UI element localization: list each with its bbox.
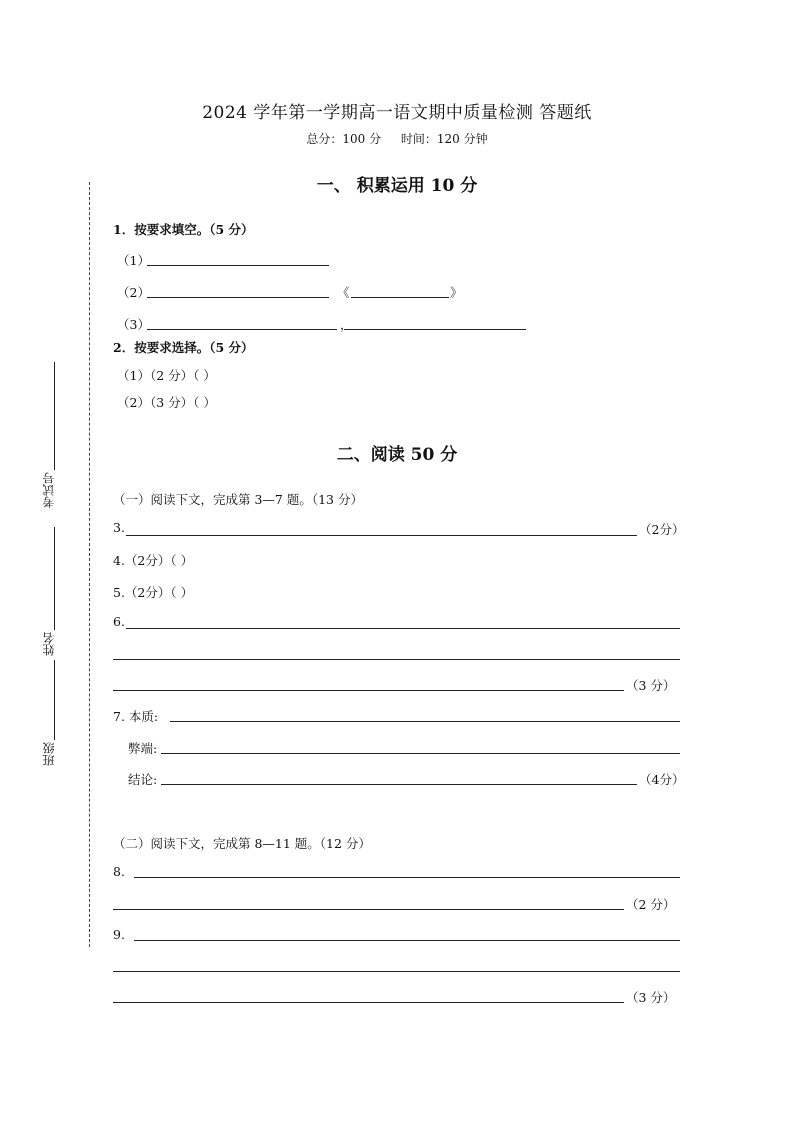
- q8-answer-line-1[interactable]: [134, 877, 680, 878]
- q8-label: 8.: [113, 864, 125, 879]
- section-2-heading: 二、阅读 50 分: [336, 445, 458, 465]
- q6-answer-line-1[interactable]: [126, 628, 680, 629]
- q3-answer-line[interactable]: [126, 535, 637, 536]
- name-label: 姓名: [42, 632, 56, 656]
- q9-label: 9.: [113, 927, 125, 942]
- binding-dotted-line: [89, 182, 90, 947]
- q3-score: （2分）: [639, 522, 685, 537]
- exam-time: 时间：120 分钟: [400, 132, 488, 146]
- total-score: 总分：100 分: [306, 132, 382, 146]
- q1-2-label: （2）: [117, 285, 150, 300]
- q2-2-choice[interactable]: （2）（3 分）（ ）: [117, 395, 216, 410]
- comma: ，: [340, 317, 353, 332]
- q1-label: 1．按要求填空。（5 分）: [113, 222, 254, 237]
- q9-score: （3 分）: [626, 990, 676, 1005]
- q1-2-answer-line[interactable]: [147, 297, 329, 298]
- q6-answer-line-3[interactable]: [113, 690, 624, 691]
- q7-drawback-label: 弊端:: [128, 741, 158, 756]
- q7-conclusion-label: 结论:: [128, 772, 158, 787]
- q4-choice[interactable]: 4.（2分）（ ）: [113, 553, 194, 568]
- q1-3-label: （3）: [117, 317, 150, 332]
- q1-2-book-line[interactable]: [351, 297, 449, 298]
- q6-score: （3 分）: [626, 678, 676, 693]
- exam-meta: [0, 130, 794, 147]
- q2-1-choice[interactable]: （1）（2 分）（ ）: [117, 368, 216, 383]
- class-label: 班级: [42, 742, 56, 766]
- book-title-open: 《: [337, 285, 350, 300]
- class-field[interactable]: [54, 660, 55, 740]
- q7-essence-label: 7. 本质:: [113, 709, 159, 724]
- q3-label: 3.: [113, 520, 125, 535]
- section-1-heading: 一、 积累运用 10 分: [316, 176, 478, 196]
- part-1-label: （一）阅读下文，完成第 3—7 题。（13 分）: [113, 492, 363, 507]
- book-title-close: 》: [450, 285, 463, 300]
- name-field[interactable]: [54, 527, 55, 630]
- q1-1-answer-line[interactable]: [147, 265, 329, 266]
- q6-answer-line-2[interactable]: [113, 659, 680, 660]
- q2-label: 2．按要求选择。（5 分）: [113, 340, 254, 355]
- page-title: 2024 学年第一学期高一语文期中质量检测 答题纸: [202, 103, 592, 123]
- exam-number-label: 考试号: [42, 472, 56, 508]
- q1-1-label: （1）: [117, 253, 150, 268]
- q9-answer-line-1[interactable]: [134, 940, 680, 941]
- q7-score: （4分）: [639, 772, 685, 787]
- q6-label: 6.: [113, 614, 125, 629]
- q8-score: （2 分）: [626, 897, 676, 912]
- q7-essence-line[interactable]: [170, 721, 680, 722]
- q7-drawback-line[interactable]: [161, 753, 680, 754]
- q1-3-answer-line-b[interactable]: [344, 329, 526, 330]
- q9-answer-line-3[interactable]: [113, 1002, 624, 1003]
- q7-conclusion-line[interactable]: [161, 784, 637, 785]
- part-2-label: （二）阅读下文，完成第 8—11 题。（12 分）: [113, 836, 371, 851]
- q1-3-answer-line-a[interactable]: [147, 329, 337, 330]
- q9-answer-line-2[interactable]: [113, 971, 680, 972]
- q8-answer-line-2[interactable]: [113, 909, 624, 910]
- q5-choice[interactable]: 5.（2分）（ ）: [113, 585, 194, 600]
